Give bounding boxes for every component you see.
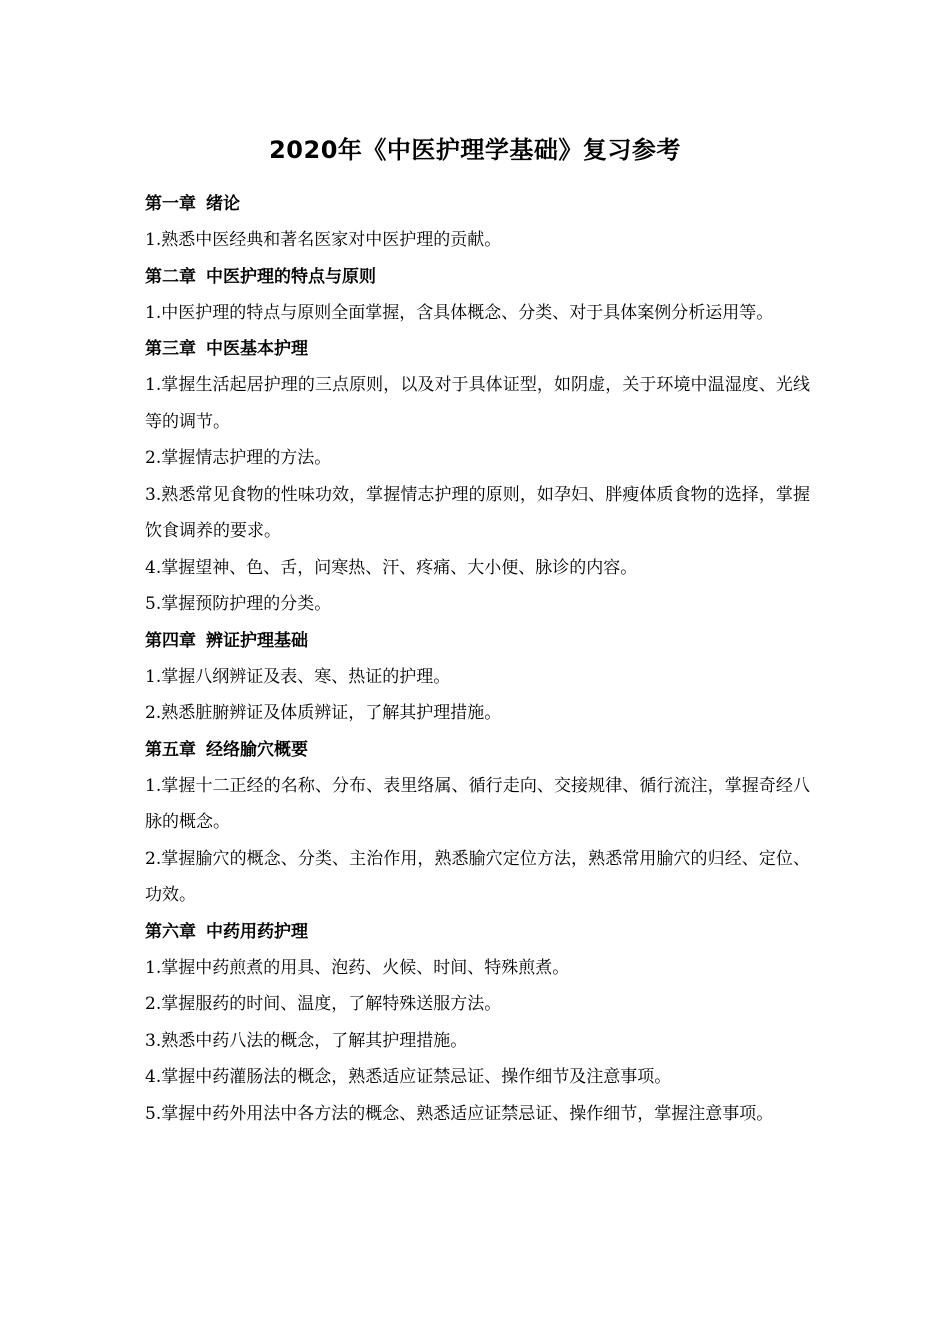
chapter-name: 中药用药护理 — [206, 921, 308, 942]
chapter-item: 3.熟悉常见食物的性味功效，掌握情志护理的原则，如孕妇、胖瘦体质食物的选择，掌握饮食调养的要求。 — [145, 484, 810, 541]
chapter-item: 1.掌握生活起居护理的三点原则，以及对于具体证型，如阴虚，关于环境中温湿度、光线等的调节。 — [145, 375, 810, 432]
chapter-heading-2 — [145, 259, 810, 295]
chapter-heading-5 — [145, 732, 810, 768]
chapter-name: 辨证护理基础 — [206, 630, 308, 651]
chapter-item: 2.掌握情志护理的方法。 — [145, 448, 332, 468]
chapter-item: 4.掌握望神、色、舌，问寒热、汗、疼痛、大小便、脉诊的内容。 — [145, 557, 638, 578]
chapter-item: 2.掌握服药的时间、温度，了解特殊送服方法。 — [145, 994, 502, 1014]
chapter-item: 1.掌握十二正经的名称、分布、表里络属、循行走向、交接规律、循行流注，掌握奇经八脉的概念。 — [145, 775, 810, 832]
chapter-number: 第二章 — [145, 266, 196, 287]
chapter-item: 2.掌握腧穴的概念、分类、主治作用，熟悉腧穴定位方法，熟悉常用腧穴的归经、定位、功效。 — [145, 848, 810, 905]
chapter-number: 第四章 — [145, 630, 196, 651]
chapter-item: 1.中医护理的特点与原则全面掌握，含具体概念、分类、对于具体案例分析运用等。 — [145, 302, 774, 323]
chapter-number: 第一章 — [145, 194, 196, 214]
chapter-number: 第六章 — [145, 921, 196, 942]
chapter-item: 5.掌握预防护理的分类。 — [145, 594, 332, 614]
chapter-heading-3 — [145, 331, 810, 367]
chapter-item: 1.熟悉中医经典和著名医家对中医护理的贡献。 — [145, 230, 502, 250]
chapter-number: 第三章 — [145, 339, 196, 359]
chapter-item: 2.熟悉脏腑辨证及体质辨证，了解其护理措施。 — [145, 703, 502, 723]
chapter-item: 5.掌握中药外用法中各方法的概念、熟悉适应证禁忌证、操作细节，掌握注意事项。 — [145, 1103, 774, 1124]
chapter-name: 绪论 — [206, 194, 240, 214]
chapter-name: 中医护理的特点与原则 — [206, 266, 376, 287]
chapter-item: 4.掌握中药灌肠法的概念，熟悉适应证禁忌证、操作细节及注意事项。 — [145, 1067, 672, 1087]
chapter-item: 1.掌握中药煎煮的用具、泡药、火候、时间、特殊煎煮。 — [145, 957, 570, 978]
document-body — [145, 186, 810, 1132]
chapter-name: 中医基本护理 — [206, 339, 308, 359]
chapter-number: 第五章 — [145, 739, 196, 760]
chapter-name: 经络腧穴概要 — [206, 739, 308, 760]
chapter-heading-6 — [145, 914, 810, 950]
document-title: 2020年《中医护理学基础》复习参考 — [269, 136, 681, 164]
chapter-item: 3.熟悉中药八法的概念，了解其护理措施。 — [145, 1030, 468, 1051]
chapter-heading-1 — [145, 186, 810, 222]
chapter-item: 1.掌握八纲辨证及表、寒、热证的护理。 — [145, 666, 451, 687]
chapter-heading-4 — [145, 623, 810, 659]
